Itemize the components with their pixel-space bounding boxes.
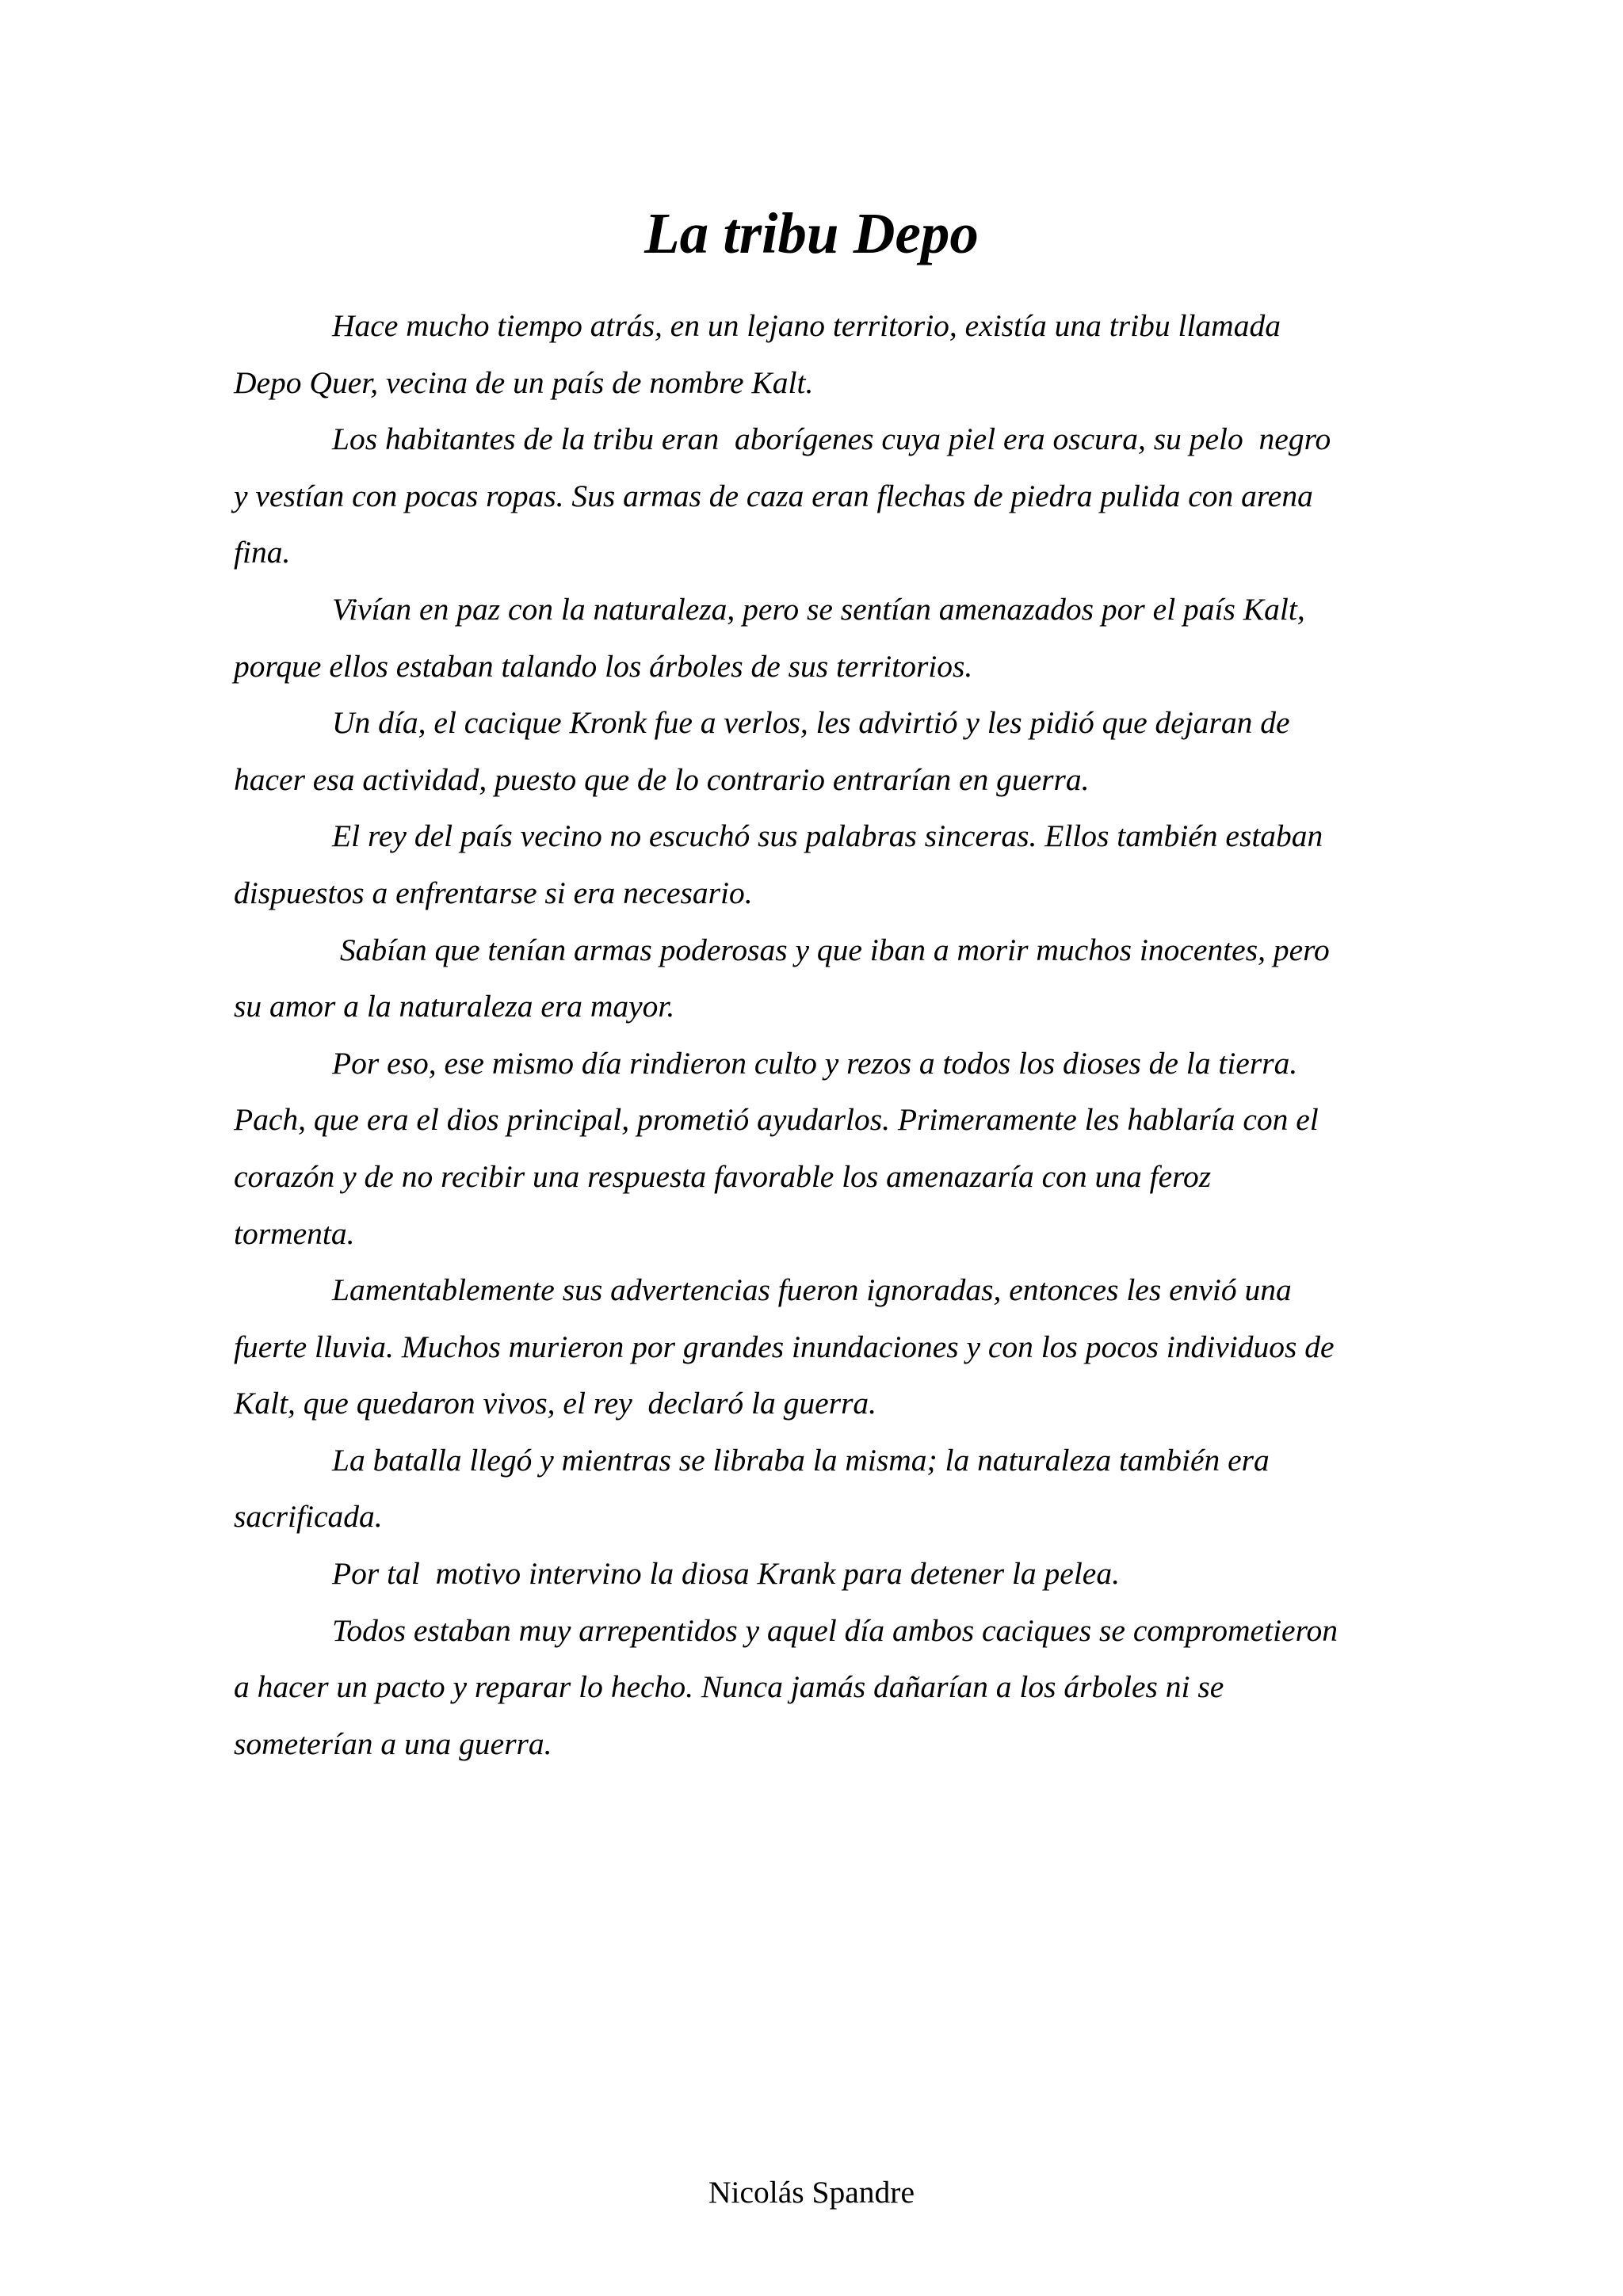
paragraph-line: Sabían que tenían armas poderosas y que iban a morir muchos inocentes, pero — [332, 932, 1330, 967]
paragraph-line: Un día, el cacique Kronk fue a verlos, les advirtió y les pidió que dejaran de — [332, 705, 1290, 741]
story-paragraph-8 — [234, 1262, 1403, 1432]
paragraph-line: dispuestos a enfrentarse si era necesario. — [234, 875, 753, 910]
paragraph-line: Por tal motivo intervino la diosa Krank para detener la pelea. — [332, 1556, 1120, 1592]
paragraph-line: su amor a la naturaleza era mayor. — [234, 989, 675, 1024]
paragraph-line: fuerte lluvia. Muchos murieron por grandes inundaciones y con los pocos individuos de — [234, 1329, 1335, 1364]
story-paragraph-3 — [234, 582, 1403, 695]
page-title: La tribu Depo — [644, 201, 979, 265]
paragraph-line: Depo Quer, vecina de un país de nombre Kalt. — [234, 364, 814, 400]
story-paragraph-6 — [234, 922, 1403, 1035]
story-paragraph-2 — [234, 411, 1403, 582]
paragraph-line: corazón y de no recibir una respuesta favorable los amenazaría con una feroz — [234, 1158, 1212, 1194]
story-paragraph-7 — [234, 1035, 1403, 1262]
story-paragraph-10 — [234, 1546, 1403, 1603]
paragraph-line: sacrificada. — [234, 1499, 383, 1535]
paragraph-line: y vestían con pocas ropas. Sus armas de caza eran flechas de piedra pulida con arena — [234, 478, 1313, 513]
story-body — [234, 298, 1403, 1772]
paragraph-line: fina. — [234, 535, 291, 570]
paragraph-line: Lamentablemente sus advertencias fueron ignoradas, entonces les envió una — [332, 1272, 1292, 1308]
paragraph-line: a hacer un pacto y reparar lo hecho. Nunca jamás dañarían a los árboles ni se — [234, 1669, 1224, 1705]
paragraph-line: La batalla llegó y mientras se libraba la misma; la naturaleza también era — [332, 1442, 1270, 1478]
author-name: Nicolás Spandre — [708, 2175, 915, 2210]
paragraph-line: Kalt, que quedaron vivos, el rey declaró la guerra. — [234, 1386, 877, 1421]
story-paragraph-5 — [234, 808, 1403, 921]
paragraph-line: Por eso, ese mismo día rindieron culto y rezos a todos los dioses de la tierra. — [332, 1045, 1298, 1081]
paragraph-line: hacer esa actividad, puesto que de lo contrario entrarían en guerra. — [234, 761, 1090, 797]
paragraph-line: Todos estaban muy arrepentidos y aquel día ambos caciques se comprometieron — [332, 1612, 1338, 1648]
story-paragraph-1 — [234, 298, 1403, 411]
paragraph-line: Vivían en paz con la naturaleza, pero se sentían amenazados por el país Kalt, — [332, 591, 1305, 627]
paragraph-line: tormenta. — [234, 1215, 355, 1251]
paragraph-line: porque ellos estaban talando los árboles de sus territorios. — [234, 648, 973, 684]
story-paragraph-9 — [234, 1432, 1403, 1546]
paragraph-line: Los habitantes de la tribu eran aborígenes cuya piel era oscura, su pelo negro — [332, 421, 1331, 457]
story-paragraph-11 — [234, 1603, 1403, 1773]
story-paragraph-4 — [234, 695, 1403, 808]
paragraph-line: El rey del país vecino no escuchó sus palabras sinceras. Ellos también estaban — [332, 818, 1323, 854]
paragraph-line: someterían a una guerra. — [234, 1726, 552, 1761]
paragraph-line: Hace mucho tiempo atrás, en un lejano territorio, existía una tribu llamada — [332, 308, 1281, 343]
paragraph-line: Pach, que era el dios principal, prometió ayudarlos. Primeramente les hablaría con el — [234, 1102, 1319, 1138]
